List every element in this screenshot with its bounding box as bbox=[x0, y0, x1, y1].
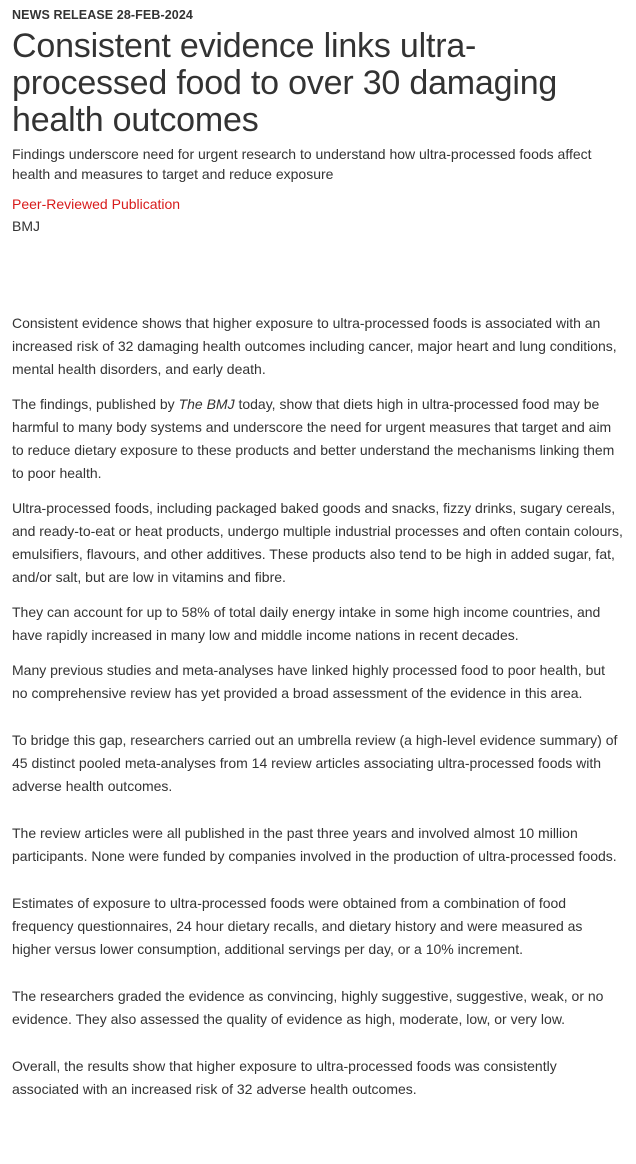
publisher-name: BMJ bbox=[12, 218, 40, 234]
publication-type-label: Peer-Reviewed Publication bbox=[12, 196, 181, 212]
paragraph-3: Ultra-processed foods, including packaged baked goods and snacks, fizzy drinks, sugary cereals, and ready-to-eat or heat products, undergo multiple industrial processes and often contain colours, emulsifiers, flavours, and other additives. These products also tend to be high in added sugar, fat, and/or salt, but are low in vitamins and fibre. bbox=[12, 500, 623, 585]
news-release-article bbox=[12, 6, 626, 1113]
paragraph-7: The review articles were all published in the past three years and involved almost 10 million participants. None were funded by companies involved in the production of ultra-processed foods. bbox=[12, 825, 617, 864]
paragraph-9: The researchers graded the evidence as convincing, highly suggestive, suggestive, weak, or no evidence. They also assessed the quality of evidence as high, moderate, low, or very low. bbox=[12, 988, 604, 1027]
paragraph-4: They can account for up to 58% of total daily energy intake in some high income countries, and have rapidly increased in many low and middle income nations in recent decades. bbox=[12, 604, 601, 643]
article-subhead: Findings underscore need for urgent research to understand how ultra-processed foods affect health and measures to target and reduce exposure bbox=[12, 146, 592, 182]
paragraph-2-start: The findings, published by bbox=[12, 396, 179, 412]
paragraph-2 bbox=[12, 393, 624, 485]
article-headline: Consistent evidence links ultra-processed food to over 30 damaging health outcomes bbox=[12, 27, 558, 139]
release-date-kicker: NEWS RELEASE 28-FEB-2024 bbox=[12, 8, 193, 22]
paragraph-10: Overall, the results show that higher exposure to ultra-processed foods was consistently associated with an increased risk of 32 adverse health outcomes. bbox=[12, 1058, 557, 1097]
paragraph-6: To bridge this gap, researchers carried out an umbrella review (a high-level evidence summary) of 45 distinct pooled meta-analyses from 14 review articles associating ultra-processed foods with adverse health outcomes. bbox=[12, 732, 618, 794]
paragraph-2-end: today, show that diets high in ultra-processed food may be harmful to many body systems and underscore the need for urgent measures that target and aim to reduce dietary exposure to these products and better understand the mechanisms linking them to poor health. bbox=[12, 396, 615, 481]
article-body bbox=[12, 312, 626, 1101]
paragraph-1: Consistent evidence shows that higher exposure to ultra-processed foods is associated with an increased risk of 32 damaging health outcomes including cancer, major heart and lung conditions, mental health disorders, and early death. bbox=[12, 315, 617, 377]
journal-name: The BMJ bbox=[178, 396, 235, 412]
paragraph-5: Many previous studies and meta-analyses have linked highly processed food to poor health, but no comprehensive review has yet provided a broad assessment of the evidence in this area. bbox=[12, 662, 606, 701]
paragraph-8: Estimates of exposure to ultra-processed foods were obtained from a combination of food frequency questionnaires, 24 hour dietary recalls, and dietary history and were measured as higher versus lower consumption, additional servings per day, or a 10% increment. bbox=[12, 895, 583, 957]
